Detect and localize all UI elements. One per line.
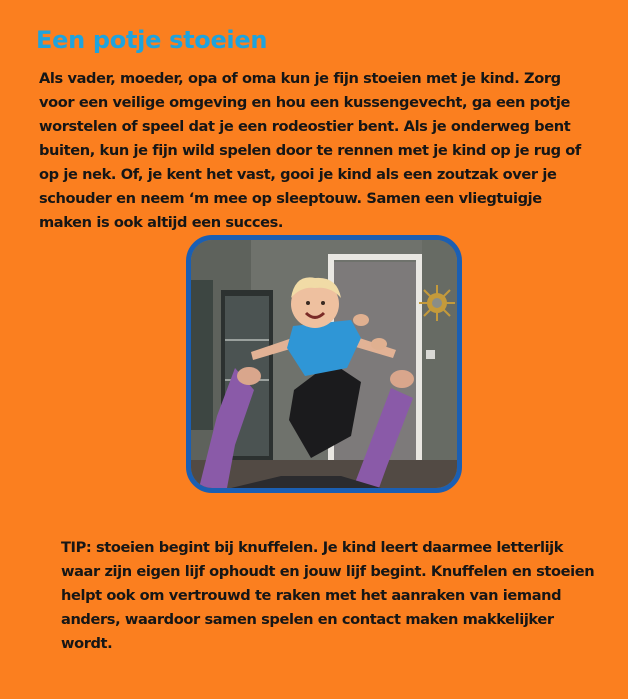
airplane-play-photo [191,240,457,488]
intro-paragraph: Als vader, moeder, opa of oma kun je fijn stoeien met je kind. Zorg voor een veilige omgeving en hou een kussengevecht, ga een potje worstelen of speel dat je een rodeostier bent. Als je onderweg bent buiten, kun je fijn wild spelen door te rennen met je kind op je rug of op je nek. Of, je kent het vast, gooi je kind als een zoutzak over je schouder en neem ‘m mee op sleeptouw. Samen een vliegtuigje maken is ook altijd een succes. [39,70,581,231]
photo-frame [186,235,462,493]
tip-paragraph: TIP: stoeien begint bij knuffelen. Je kind leert daarmee letterlijk waar zijn eigen lijf ophoudt en jouw lijf begint. Knuffelen en stoeien helpt ook om vertrouwd te raken met het aanraken van iemand anders, waardoor samen spelen en contact maken makkelijker wordt. [61,539,595,652]
page-title: Een potje stoeien [36,26,268,54]
